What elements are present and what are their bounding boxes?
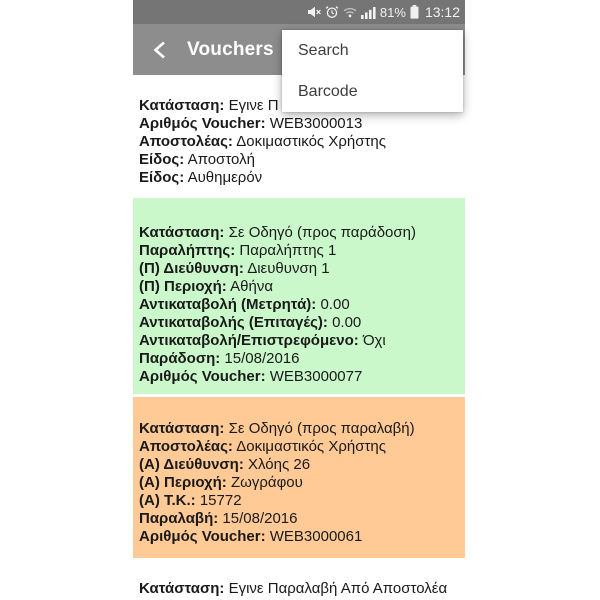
battery-percent: 81%	[379, 4, 406, 20]
voucher-field: Κατάσταση: Σε Οδηγό (προς παραλαβή)	[139, 420, 415, 437]
voucher-card[interactable]	[133, 198, 465, 394]
voucher-card[interactable]	[133, 558, 465, 598]
mute-icon	[307, 5, 321, 19]
voucher-field: (Α) Διεύθυνση: Χλόης 26	[139, 456, 311, 473]
voucher-list	[133, 75, 465, 598]
voucher-field: Είδος: Αποστολή	[139, 151, 255, 168]
page-title: Vouchers	[187, 38, 274, 60]
voucher-field: (Π) Διεύθυνση: Διευθυνση 1	[139, 260, 330, 277]
overflow-menu	[282, 30, 463, 112]
voucher-field: Παραλήπτης: Παραλήπτης 1	[139, 242, 337, 259]
status-bar	[133, 0, 465, 24]
voucher-field: (Α) Τ.Κ.: 15772	[139, 492, 242, 509]
back-button[interactable]	[150, 38, 172, 62]
signal-icon	[361, 6, 376, 19]
chevron-left-icon	[150, 38, 172, 62]
clock: 13:12	[424, 4, 460, 20]
voucher-field: Αριθμός Voucher: WEB3000077	[139, 368, 363, 385]
voucher-field: Είδος: Αυθημερόν	[139, 169, 263, 186]
voucher-card[interactable]	[133, 397, 465, 558]
voucher-field: Παράδοση: 15/08/2016	[139, 350, 300, 367]
voucher-field: Κατάσταση: Εγινε Παραλαβή Από Αποστολέα	[139, 580, 448, 597]
app-screenshot	[133, 0, 465, 600]
voucher-field: Αντικαταβολή (Μετρητά): 0.00	[139, 296, 350, 313]
voucher-field: (Π) Περιοχή: Αθήνα	[139, 278, 274, 295]
battery-icon	[410, 5, 419, 19]
voucher-field: Κατάσταση: Σε Οδηγό (προς παράδοση)	[139, 224, 416, 241]
alarm-icon	[325, 5, 339, 19]
voucher-field: Αποστολέας: Δοκιμαστικός Χρήστης	[139, 133, 386, 150]
voucher-field: Αντικαταβολής (Επιταγές): 0.00	[139, 314, 362, 331]
wifi-icon	[343, 6, 357, 18]
voucher-field: Κατάσταση: Εγινε Π	[139, 97, 279, 114]
voucher-field: Αποστολέας: Δοκιμαστικός Χρήστης	[139, 438, 386, 455]
voucher-field: Παραλαβή: 15/08/2016	[139, 510, 298, 527]
menu-item-barcode[interactable]: Barcode	[298, 82, 358, 100]
voucher-field: (Α) Περιοχή: Ζωγράφου	[139, 474, 303, 491]
voucher-field: Αριθμός Voucher: WEB3000061	[139, 528, 363, 545]
menu-item-search[interactable]: Search	[298, 41, 349, 59]
voucher-field: Αριθμός Voucher: WEB3000013	[139, 115, 363, 132]
voucher-field: Αντικαταβολή/Επιστρεφόμενο: Όχι	[139, 332, 386, 349]
